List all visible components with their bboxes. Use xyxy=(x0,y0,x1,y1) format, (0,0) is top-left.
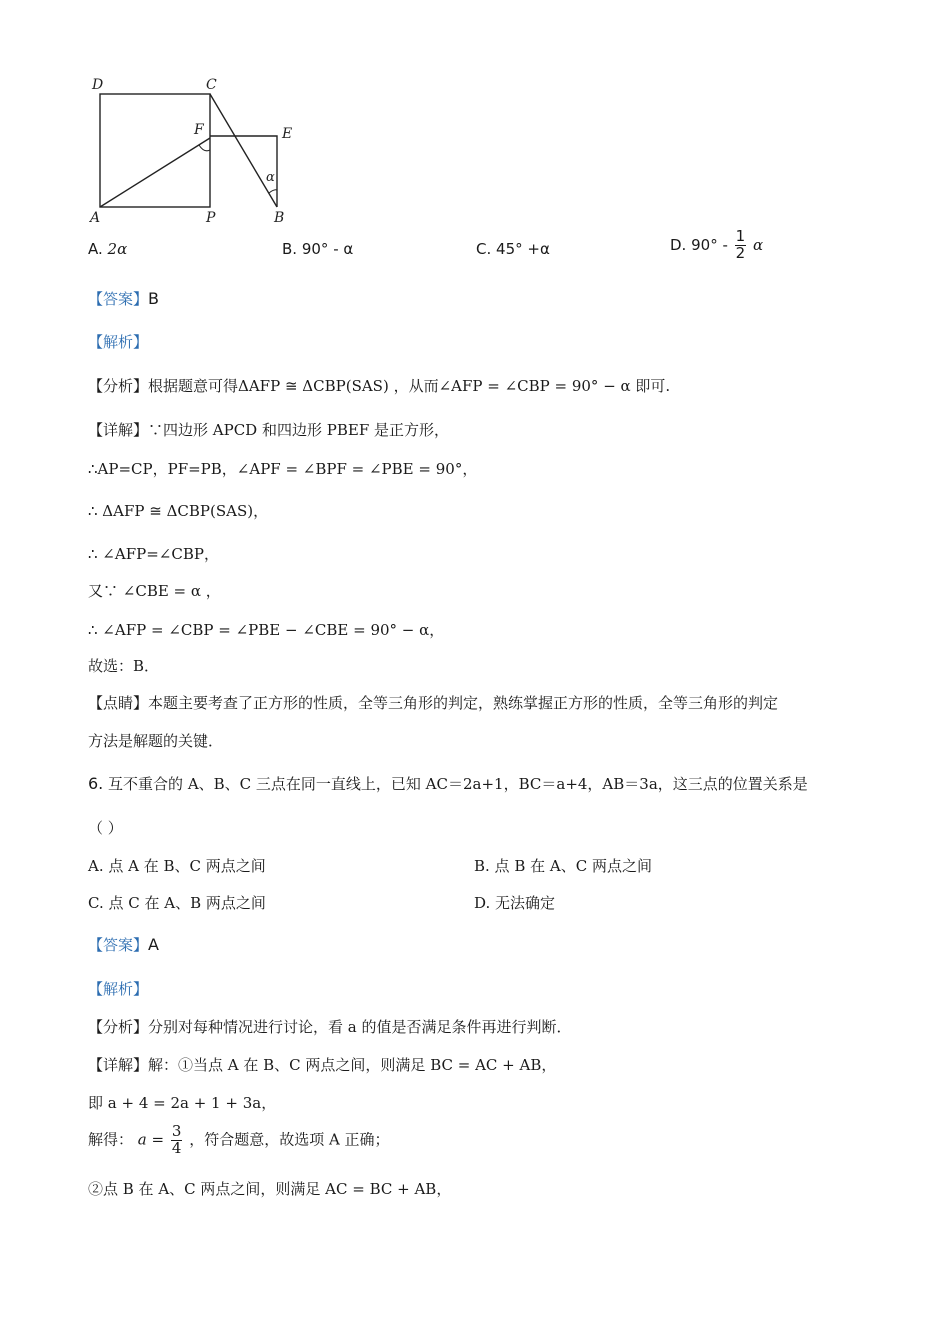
label-p: P xyxy=(206,210,216,225)
q5-line-3: ∴ ΔAFP ≅ ΔCBP(SAS)， xyxy=(88,502,269,520)
xiangjie-line-1: 解：①当点 A 在 B、C 两点之间，则满足 BC = AC + AB， xyxy=(148,1056,557,1074)
dianjing-tag: 【点睛】 xyxy=(88,694,149,712)
q6-paren: （ ） xyxy=(88,819,123,837)
fenxi-tag: 【分析】 xyxy=(88,377,149,395)
segment-af xyxy=(100,138,210,207)
q5-option-c-text: 45° +α xyxy=(496,240,550,258)
q6-line-2: 即 a + 4 = 2a + 1 + 3a， xyxy=(88,1094,277,1112)
label-f: F xyxy=(194,122,204,138)
q6-fenxi xyxy=(88,1016,572,1037)
q5-option-b xyxy=(282,240,353,258)
q5-option-c-letter: C. xyxy=(476,240,492,258)
q5-dianjing xyxy=(88,692,778,713)
q5-option-d-suffix: α xyxy=(753,235,764,254)
q5-option-d-letter: D. xyxy=(670,235,687,254)
label-e: E xyxy=(282,126,293,142)
line-3-prefix: 解得： xyxy=(88,1130,134,1149)
fraction-numerator: 3 xyxy=(171,1122,182,1140)
square-apcd xyxy=(100,94,210,207)
question-stem: 互不重合的 A、B、C 三点在同一直线上，已知 AC＝2a+1，BC＝a+4，AB＝3a，这三点的位置关系是 xyxy=(108,775,808,793)
q5-line-4: ∴ ∠AFP=∠CBP， xyxy=(88,545,219,563)
question-number: 6. xyxy=(88,774,104,793)
xiangjie-line-1: ∵四边形 APCD 和四边形 PBEF 是正方形， xyxy=(148,421,449,439)
label-alpha: α xyxy=(266,170,275,185)
q5-line-7: 故选：B． xyxy=(88,657,160,675)
q5-line-5: 又∵ ∠CBE = α ， xyxy=(88,582,221,600)
q6-option-b: B. 点 B 在 A、C 两点之间 xyxy=(474,857,652,875)
q5-option-a-text: 2α xyxy=(107,240,128,258)
q6-stem xyxy=(88,773,808,794)
q5-option-a xyxy=(88,240,127,258)
q6-line-3 xyxy=(88,1124,390,1157)
q5-option-d-prefix: 90° - xyxy=(691,235,728,254)
label-b: B xyxy=(274,210,285,225)
q5-option-a-letter: A. xyxy=(88,240,103,258)
q5-option-c xyxy=(476,240,550,258)
line-3-var: a = xyxy=(137,1130,165,1149)
q5-line-2: ∴AP=CP，PF=PB，∠APF = ∠BPF = ∠PBE = 90°， xyxy=(88,460,478,478)
line-3-suffix: ，符合题意，故选项 A 正确； xyxy=(189,1130,390,1149)
q5-option-d-fraction xyxy=(735,229,747,262)
q5-xiangjie-l1 xyxy=(88,419,449,440)
q5-line-6: ∴ ∠AFP = ∠CBP = ∠PBE − ∠CBE = 90° − α， xyxy=(88,621,445,639)
fraction-denominator: 4 xyxy=(171,1138,182,1157)
angle-arc-b xyxy=(269,190,277,193)
fraction-denominator: 2 xyxy=(735,243,746,262)
label-c: C xyxy=(206,77,217,93)
square-diagram xyxy=(86,70,306,225)
fenxi-text: 根据题意可得ΔAFP ≅ ΔCBP(SAS) ，从而∠AFP = ∠CBP = 90° − α 即可. xyxy=(148,377,671,395)
q6-answer xyxy=(88,934,159,955)
q6-line-4: ②点 B 在 A、C 两点之间，则满足 AC = BC + AB， xyxy=(88,1180,452,1198)
segment-cb xyxy=(210,94,277,207)
q6-analysis-tag: 【解析】 xyxy=(88,980,149,998)
answer-value: B xyxy=(148,289,159,308)
q5-option-b-letter: B. xyxy=(282,240,298,258)
q5-analysis-tag: 【解析】 xyxy=(88,333,149,351)
label-d: D xyxy=(92,77,104,93)
q5-fenxi xyxy=(88,375,670,396)
label-a: A xyxy=(90,210,101,225)
answer-value: A xyxy=(148,935,159,954)
angle-arc-f xyxy=(199,145,210,151)
q5-option-b-text: 90° - α xyxy=(301,240,354,258)
q5-option-d xyxy=(670,229,763,262)
fenxi-text: 分别对每种情况进行讨论，看 a 的值是否满足条件再进行判断． xyxy=(148,1018,572,1036)
xiangjie-tag: 【详解】 xyxy=(88,421,149,439)
answer-tag: 【答案】 xyxy=(88,290,149,308)
q6-option-c: C. 点 C 在 A、B 两点之间 xyxy=(88,894,266,912)
q5-answer xyxy=(88,288,159,309)
answer-tag: 【答案】 xyxy=(88,936,149,954)
fraction-numerator: 1 xyxy=(735,227,746,245)
geometry-figure xyxy=(86,70,306,225)
xiangjie-tag: 【详解】 xyxy=(88,1056,149,1074)
fenxi-tag: 【分析】 xyxy=(88,1018,149,1036)
q5-dianjing-2: 方法是解题的关键． xyxy=(88,732,224,750)
q6-option-d: D. 无法确定 xyxy=(474,894,556,912)
line-3-fraction xyxy=(171,1124,183,1157)
dianjing-text-1: 本题主要考查了正方形的性质，全等三角形的判定，熟练掌握正方形的性质，全等三角形的判定 xyxy=(148,694,779,712)
q6-xiangjie-l1 xyxy=(88,1054,556,1075)
q6-option-a: A. 点 A 在 B、C 两点之间 xyxy=(88,857,266,875)
